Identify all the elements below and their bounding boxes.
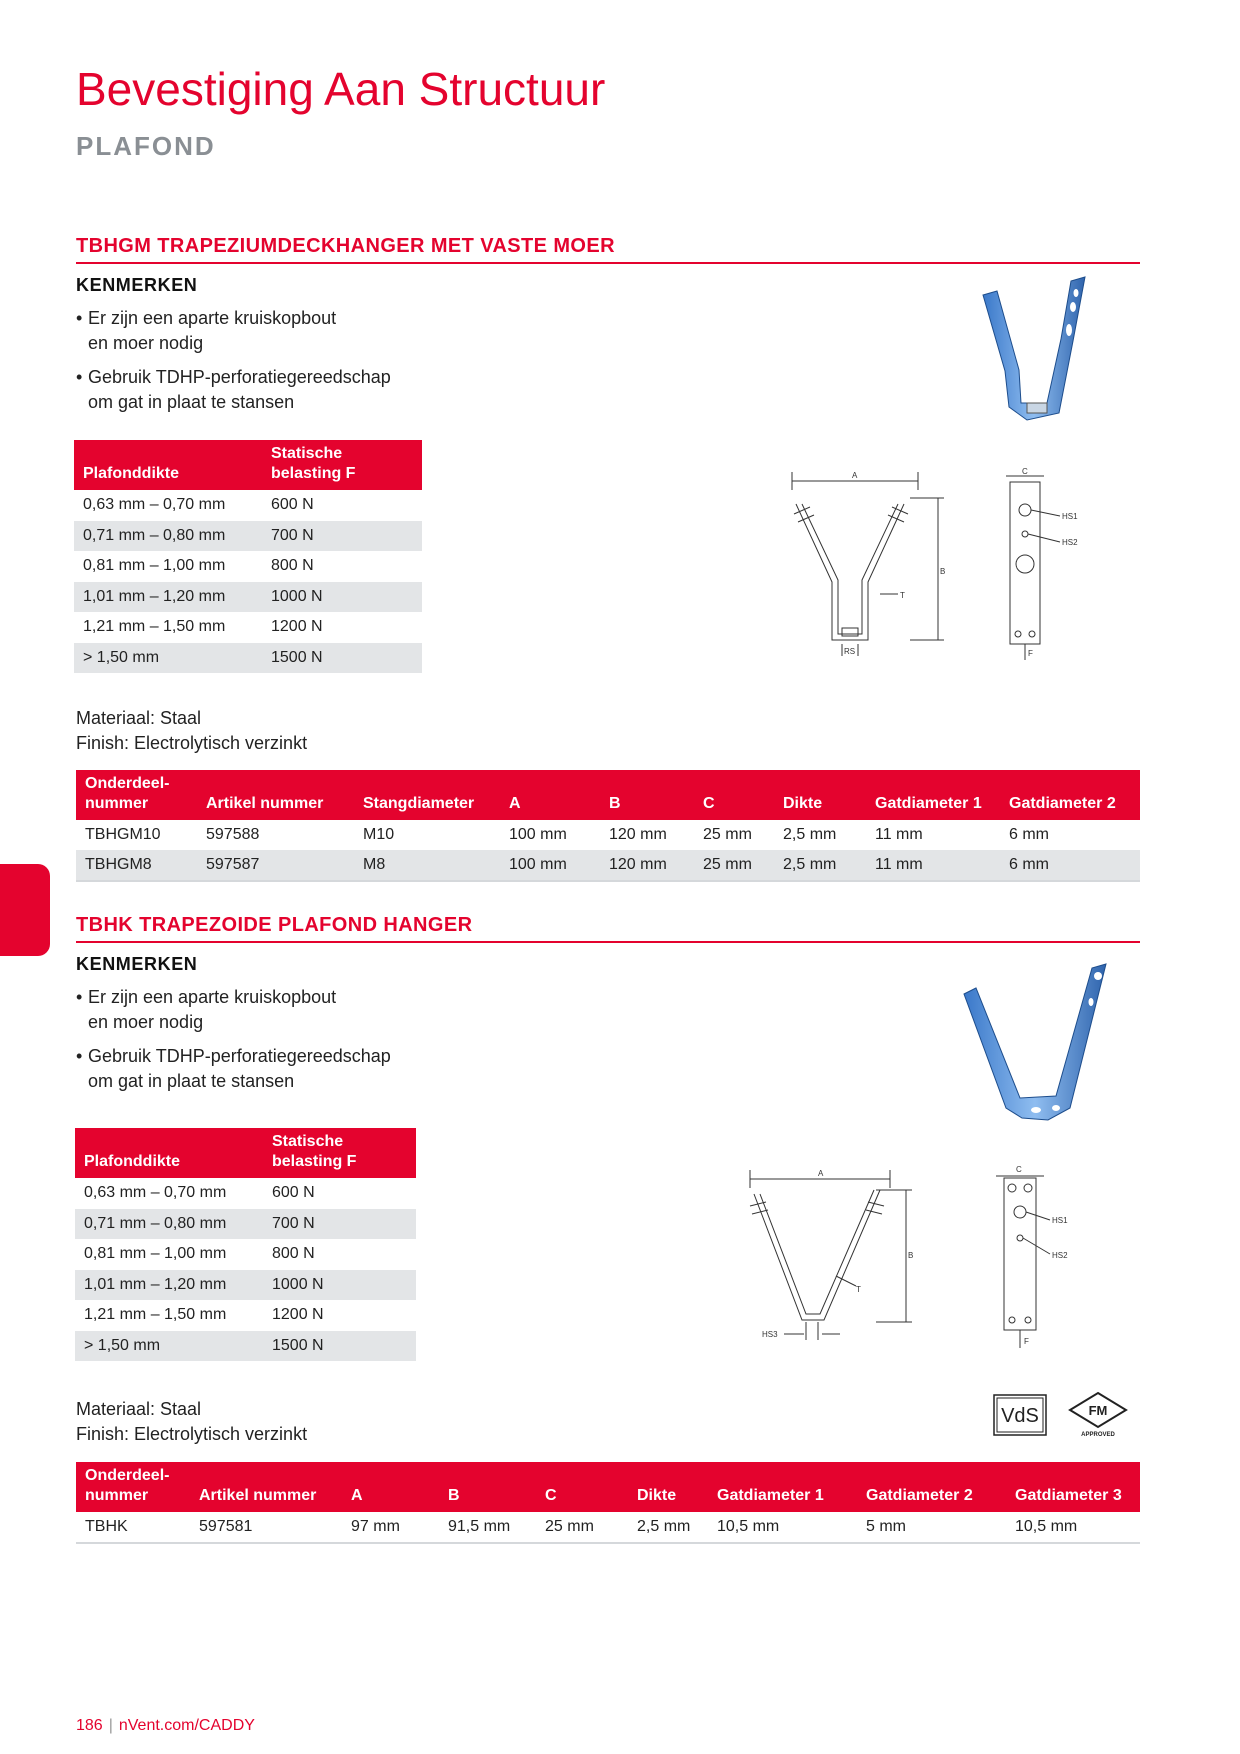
table-row <box>74 643 422 674</box>
table-cell: 2,5 mm <box>774 850 866 881</box>
section2-features-heading: KENMERKEN <box>76 954 198 974</box>
col-header-thickness: Plafonddikte <box>74 440 262 490</box>
feature-item: • Gebruik TDHP-perforatiegereedschap om gat in plaat te stansen <box>76 365 436 415</box>
table-row <box>74 582 422 613</box>
table-cell: 120 mm <box>600 850 694 881</box>
svg-text:HS1: HS1 <box>1052 1216 1068 1225</box>
cell-thickness: 1,21 mm – 1,50 mm <box>84 1306 227 1324</box>
section2-title: TBHK TRAPEZOIDE PLAFOND HANGER <box>76 913 1140 943</box>
col-header: Gatdiameter 2 <box>857 1462 1006 1512</box>
table-cell: TBHGM8 <box>76 850 197 881</box>
section1-title: TBHGM TRAPEZIUMDECKHANGER MET VASTE MOER <box>76 234 1140 264</box>
col-header: Stangdiameter <box>354 770 500 820</box>
table-cell: 91,5 mm <box>439 1512 536 1543</box>
cell-load: 700 N <box>263 1209 416 1240</box>
fm-approved-logo <box>1066 1390 1130 1438</box>
svg-text:HS2: HS2 <box>1062 538 1078 547</box>
table-cell: M10 <box>363 826 395 843</box>
svg-text:A: A <box>852 471 858 480</box>
feature-item: • Er zijn een aparte kruiskopbout en moer nodig <box>76 985 436 1035</box>
table-cell: 597587 <box>197 850 354 881</box>
col-header: Artikel nummer <box>197 770 354 820</box>
col-header: Gatdiameter 1 <box>708 1462 857 1512</box>
svg-text:A: A <box>818 1169 824 1178</box>
table-cell: 100 mm <box>509 826 567 843</box>
section2-material <box>76 1397 307 1447</box>
col-header: Artikel nummer <box>190 1462 342 1512</box>
table-row <box>75 1300 416 1331</box>
table-row <box>74 612 422 643</box>
table-cell: 2,5 mm <box>783 826 837 843</box>
col-header: A <box>500 770 600 820</box>
side-tab-marker <box>0 864 50 956</box>
feature-item: • Gebruik TDHP-perforatiegereedschap om gat in plaat te stansen <box>76 1044 436 1094</box>
table-row <box>75 1178 416 1209</box>
table-row <box>75 1270 416 1301</box>
col-header: Gatdiameter 1 <box>866 770 1000 820</box>
footer-link[interactable]: nVent.com/CADDY <box>118 1717 255 1734</box>
table-row <box>74 490 422 521</box>
page-footer <box>76 1718 255 1734</box>
table-cell: 597588 <box>206 826 260 843</box>
cell-thickness: 0,81 mm – 1,00 mm <box>84 1245 227 1263</box>
col-header: C <box>536 1462 628 1512</box>
svg-text:VdS: VdS <box>1001 1405 1039 1427</box>
svg-text:FM: FM <box>1088 1403 1108 1418</box>
finish-text: Finish: Electrolytisch verzinkt <box>76 1424 308 1444</box>
cell-load: 1500 N <box>263 1331 416 1362</box>
table-cell: 10,5 mm <box>1006 1512 1140 1543</box>
section1-load-table <box>74 440 422 673</box>
table-cell: TBHGM10 <box>85 826 161 843</box>
tbhk-product-image <box>960 960 1120 1130</box>
col-header-thickness: Plafonddikte <box>75 1128 263 1178</box>
cell-thickness: 0,63 mm – 0,70 mm <box>83 496 226 514</box>
cell-load: 600 N <box>272 1184 315 1202</box>
table-row <box>76 1512 1140 1543</box>
footer-separator: | <box>108 1717 113 1734</box>
cell-thickness: 0,71 mm – 0,80 mm <box>75 1209 263 1240</box>
cell-thickness: 1,01 mm – 1,20 mm <box>74 582 262 613</box>
page-title: Bevestiging Aan Structuur <box>76 63 606 115</box>
material-text: Materiaal: Staal <box>76 1399 202 1419</box>
svg-text:HS1: HS1 <box>1062 512 1078 521</box>
svg-text:F: F <box>1028 649 1033 658</box>
table-cell: M8 <box>354 850 500 881</box>
col-header: Onderdeel-nummer <box>76 1462 190 1512</box>
table-cell: 25 mm <box>703 826 752 843</box>
table-row <box>75 1331 416 1362</box>
table-cell: TBHK <box>76 1512 190 1543</box>
table-cell: 6 mm <box>1009 826 1049 843</box>
svg-text:T: T <box>856 1285 861 1294</box>
svg-text:HS2: HS2 <box>1052 1251 1068 1260</box>
cell-load: 800 N <box>272 1245 315 1263</box>
table-cell: 2,5 mm <box>628 1512 708 1543</box>
col-header: C <box>694 770 774 820</box>
table-row <box>74 551 422 582</box>
table-row <box>75 1239 416 1270</box>
col-header: Dikte <box>774 770 866 820</box>
table-cell: 11 mm <box>875 826 923 843</box>
col-header: Dikte <box>628 1462 708 1512</box>
finish-text: Finish: Electrolytisch verzinkt <box>76 733 308 753</box>
table-cell: 6 mm <box>1000 850 1140 881</box>
table-cell: 25 mm <box>694 850 774 881</box>
cell-load: 1200 N <box>271 618 323 636</box>
section2-spec-table <box>76 1462 1140 1544</box>
cell-thickness: > 1,50 mm <box>74 643 262 674</box>
material-text: Materiaal: Staal <box>76 708 202 728</box>
cell-load: 1500 N <box>262 643 422 674</box>
table-cell: 25 mm <box>536 1512 628 1543</box>
section1-features-heading: KENMERKEN <box>76 275 198 295</box>
table-cell: 597581 <box>190 1512 342 1543</box>
svg-text:C: C <box>1016 1165 1022 1174</box>
col-header: B <box>439 1462 536 1512</box>
cell-load: 800 N <box>271 557 314 575</box>
table-row <box>75 1209 416 1240</box>
cell-thickness: 0,63 mm – 0,70 mm <box>84 1184 227 1202</box>
section2-load-table <box>75 1128 416 1361</box>
cell-thickness: 0,71 mm – 0,80 mm <box>74 521 262 552</box>
svg-text:APPROVED: APPROVED <box>1081 1432 1115 1438</box>
tbhgm-product-image <box>975 275 1105 440</box>
feature-item: • Er zijn een aparte kruiskopbout en moer nodig <box>76 306 436 356</box>
cell-thickness: > 1,50 mm <box>75 1331 263 1362</box>
svg-text:B: B <box>940 567 946 576</box>
cell-load: 600 N <box>271 496 314 514</box>
svg-text:F: F <box>1024 1337 1029 1346</box>
table-row <box>74 521 422 552</box>
table-cell: 120 mm <box>609 826 667 843</box>
cell-load: 1000 N <box>262 582 422 613</box>
cell-load: 1000 N <box>263 1270 416 1301</box>
table-cell: 10,5 mm <box>708 1512 857 1543</box>
cell-thickness: 1,01 mm – 1,20 mm <box>75 1270 263 1301</box>
svg-text:C: C <box>1022 467 1028 476</box>
table-cell: 5 mm <box>857 1512 1006 1543</box>
svg-text:T: T <box>900 591 905 600</box>
page-subtitle: PLAFOND <box>76 131 216 161</box>
tbhk-technical-drawing <box>740 1162 1090 1362</box>
col-header: Gatdiameter 3 <box>1006 1462 1140 1512</box>
section1-material <box>76 706 307 756</box>
table-cell: 97 mm <box>342 1512 439 1543</box>
section1-features-list <box>76 306 436 424</box>
table-row <box>76 820 1140 850</box>
page-number: 186 <box>76 1717 103 1734</box>
cell-thickness: 0,81 mm – 1,00 mm <box>83 557 226 575</box>
table-row <box>76 850 1140 881</box>
table-cell: 11 mm <box>866 850 1000 881</box>
col-header: Onderdeel-nummer <box>76 770 197 820</box>
col-header: B <box>600 770 694 820</box>
svg-text:HS3: HS3 <box>762 1330 778 1339</box>
cell-thickness: 1,21 mm – 1,50 mm <box>83 618 226 636</box>
section1-spec-table <box>76 770 1140 882</box>
svg-text:RS: RS <box>844 647 856 656</box>
section2-features-list <box>76 985 436 1103</box>
col-header-load: Statische belasting F <box>263 1128 416 1178</box>
vds-logo <box>993 1394 1047 1436</box>
cell-load: 1200 N <box>272 1306 324 1324</box>
table-cell: 100 mm <box>500 850 600 881</box>
svg-text:B: B <box>908 1251 914 1260</box>
col-header: A <box>342 1462 439 1512</box>
col-header: Gatdiameter 2 <box>1000 770 1140 820</box>
cell-load: 700 N <box>262 521 422 552</box>
tbhgm-technical-drawing <box>780 462 1090 662</box>
col-header-load: Statische belasting F <box>262 440 422 490</box>
